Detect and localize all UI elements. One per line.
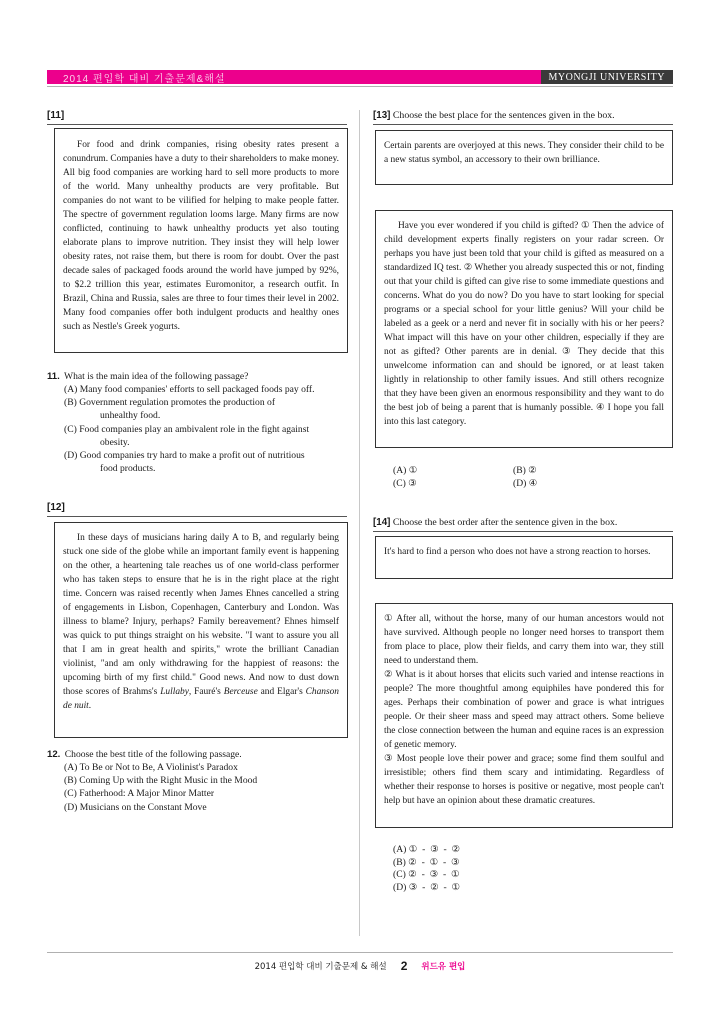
option-text: Good companies try hard to make a profit out of nutritious	[79, 450, 305, 462]
option-label: (B)	[64, 775, 77, 787]
option-label: (D)	[64, 450, 78, 462]
footer-title: 2014 편입학 대비 기출문제 & 해설	[254, 962, 387, 972]
passage-11: For food and drink companies, rising obesity rates present a conundrum. Companies have a duty to their shareholders to make money. All big food companies are working hard to sell more products to more of the world. Many unhealthy products are very profitable. But companies do not want to be vilified for helping to make people fatter. The spectre of government regulation looms large. Many firms are now conflicted, continuing to hawk unhealthy products yet also touting elaborate plans to improve nutrition. They insist they will help lower obesity rates, not raise them, but there is room for doubt. Over the past decade sales of packaged foods around the world have jumped by 92%, to $2.2 trillion this year, estimates Euromonitor, a research outfit. In Brazil, China and Russia, sales are three to four times their level in 2002. Many food companies offer both indulgent products and healthy ones such as Nestle's Greek yogurts.	[63, 140, 339, 332]
option-label: (B)	[64, 397, 77, 409]
title-lullaby: Lullaby	[160, 687, 189, 697]
section-rule-13	[373, 124, 673, 125]
footer-rule	[47, 952, 673, 953]
option-11-d[interactable]	[64, 449, 354, 475]
given-box-14	[375, 536, 673, 579]
header-bar	[47, 70, 673, 84]
given-sentences-13: Certain parents are overjoyed at this news. They consider their child to be a new status symbol, an accessory to their own brilliance.	[384, 141, 664, 165]
paragraph-14-1: ① After all, without the horse, many of our human ancestors would not have survived. Although people no longer need horses to transport them from place to place, plow their fields, and carry them into war, they still need to understand them.	[384, 614, 664, 666]
question-text-12: Choose the best title of the following passage.	[64, 749, 242, 760]
footer-brand: 위드유 편입	[421, 962, 466, 972]
question-text-11: What is the main idea of the following passage?	[64, 371, 249, 382]
option-label: (C)	[64, 423, 77, 435]
section-rule-11	[47, 124, 347, 125]
header-rule	[47, 86, 673, 87]
option-12-c[interactable]	[64, 787, 354, 800]
given-box-13	[375, 130, 673, 185]
section-label-13: [13]	[373, 110, 391, 121]
option-label: (A)	[64, 384, 78, 395]
given-sentence-14: It's hard to find a person who does not have a strong reaction to horses.	[384, 547, 651, 557]
title-chanson-de-nuit: Chanson de nuit	[63, 687, 339, 711]
choice-13-a[interactable]: (A) ①	[393, 465, 418, 476]
option-11-a[interactable]	[64, 383, 354, 396]
section-rule-12	[47, 516, 347, 517]
title-berceuse: Berceuse	[223, 687, 258, 697]
option-text: Food companies play an ambivalent role in the fight against	[79, 423, 310, 435]
section-rule-14	[373, 531, 673, 532]
option-12-b[interactable]	[64, 774, 354, 787]
section-heading-14	[373, 517, 617, 528]
option-text-cont: obesity.	[100, 436, 130, 448]
options-11	[64, 383, 354, 475]
footer	[0, 958, 720, 974]
option-label: (C)	[64, 788, 77, 800]
university-name: MYONGJI UNIVERSITY	[541, 70, 674, 84]
column-divider	[359, 110, 360, 936]
option-11-c[interactable]	[64, 423, 354, 449]
choices-13	[393, 464, 633, 490]
option-text: Coming Up with the Right Music in the Mood	[79, 775, 258, 787]
passage-box-13	[375, 210, 673, 448]
header-title: 2014 편입학 대비 기출문제&해설	[63, 73, 226, 85]
paragraph-14-2: ② What is it about horses that elicits such varied and intense reactions in people? The more thoughtful among equiphiles have pondered this for ages. Perhaps their combination of power and grace is what intrigues people. Or their sheer mass and speed may attract others. Some believe the close connection between the human and equine races is an expression of genetic memory.	[384, 670, 664, 750]
choice-13-d[interactable]: (D) ④	[513, 478, 538, 489]
option-text: Government regulation promotes the production of	[79, 397, 276, 409]
choice-13-b[interactable]: (B) ②	[513, 465, 537, 476]
option-12-a[interactable]	[64, 761, 354, 774]
question-12	[47, 748, 242, 761]
option-text: To Be or Not to Be, A Violinist's Paradox	[79, 762, 238, 773]
option-label: (D)	[64, 801, 78, 813]
options-12	[64, 761, 354, 814]
section-instruction-13: Choose the best place for the sentences given in the box.	[392, 110, 615, 121]
option-label: (A)	[64, 762, 78, 773]
choice-14-a[interactable]: (A) ① - ③ - ②	[393, 844, 461, 855]
page-number: 2	[400, 959, 408, 973]
section-label-12: [12]	[47, 502, 65, 513]
passage-12	[63, 531, 339, 713]
paragraph-14-3: ③ Most people love their power and grace; some find them soulful and irresistible; others find them scary and intimidating. Regardless of whether their response to horses is positive or negative, most people can't help but have an opinion about these dramatic creatures.	[384, 754, 664, 806]
option-11-b[interactable]	[64, 396, 354, 422]
passage-box-11	[54, 128, 348, 353]
option-12-d[interactable]	[64, 801, 354, 814]
passage-box-14	[375, 603, 673, 828]
question-number-11: 11.	[47, 371, 60, 382]
passage-12-text: .	[88, 701, 92, 711]
option-text: Musicians on the Constant Move	[79, 801, 207, 813]
section-label-14: [14]	[373, 517, 391, 528]
option-text: Many food companies' efforts to sell packaged foods pay off.	[79, 384, 315, 395]
passage-12-text: , Fauré's	[188, 687, 224, 697]
choices-14	[393, 844, 460, 894]
section-heading-13	[373, 110, 615, 121]
passage-12-text: and Elgar's	[257, 687, 306, 697]
section-label-11: [11]	[47, 110, 65, 121]
choice-14-d[interactable]: (D) ③ - ② - ①	[393, 881, 461, 893]
option-text-cont: food products.	[100, 463, 156, 475]
passage-box-12	[54, 522, 348, 738]
passage-12-text: In these days of musicians haring daily A to B, and regularly being stuck one side of the globe while an important family event is happening on the other, a heartening tale reaches us of one world-class performer who has taken steps to ensure that he is in the right place at the right time. Concern was raised recently when James Ehnes cancelled a string of engagements in Lisbon, Copenhagen, Canterbury and London. Was illness to blame? Injury, perhaps? Family bereavement? Ehnes himself was quick to put things straight on his website. "I want to assure you all that I am in great health and spirits," wrote the brilliant Canadian violinist, "and am only withdrawing for the happiest of reasons: the upcoming birth of my first child." Good news. And now to dust down those scores of Brahms's	[63, 533, 339, 697]
option-text-cont: unhealthy food.	[100, 410, 161, 422]
choice-14-b[interactable]: (B) ② - ① - ③	[393, 856, 460, 868]
question-number-12: 12.	[47, 749, 61, 760]
option-text: Fatherhood: A Major Minor Matter	[79, 788, 215, 800]
passage-13: Have you ever wondered if you child is gifted? ① Then the advice of child development experts finally registers on your radar screen. Or perhaps you have just been told that your child is gifted as measured on a standardized IQ test. ② Whether you already suspected this or not, finding out that your child is gifted can give rise to some immediate questions and concerns. What do you do now? Do you have to start looking for special programs or a special school for your little genius? Will your child be labeled as a geek or a nerd and never fit in socially with his or her peers? What impact will this have on your other children, especially if they are not as gifted? Other parents are in denial. ③ They decide that this unwelcome information can and should be ignored, or at least taken lightly in relationship to other family issues. And still others recognize that they have been given an enormous responsibility and they want to do the best job of being a parent that is humanly possible. ④ I hope you fall into this last category.	[384, 221, 664, 427]
section-instruction-14: Choose the best order after the sentence given in the box.	[392, 517, 618, 528]
question-11	[47, 370, 248, 383]
choice-13-c[interactable]: (C) ③	[393, 478, 417, 489]
choice-14-c[interactable]: (C) ② - ③ - ①	[393, 869, 460, 881]
